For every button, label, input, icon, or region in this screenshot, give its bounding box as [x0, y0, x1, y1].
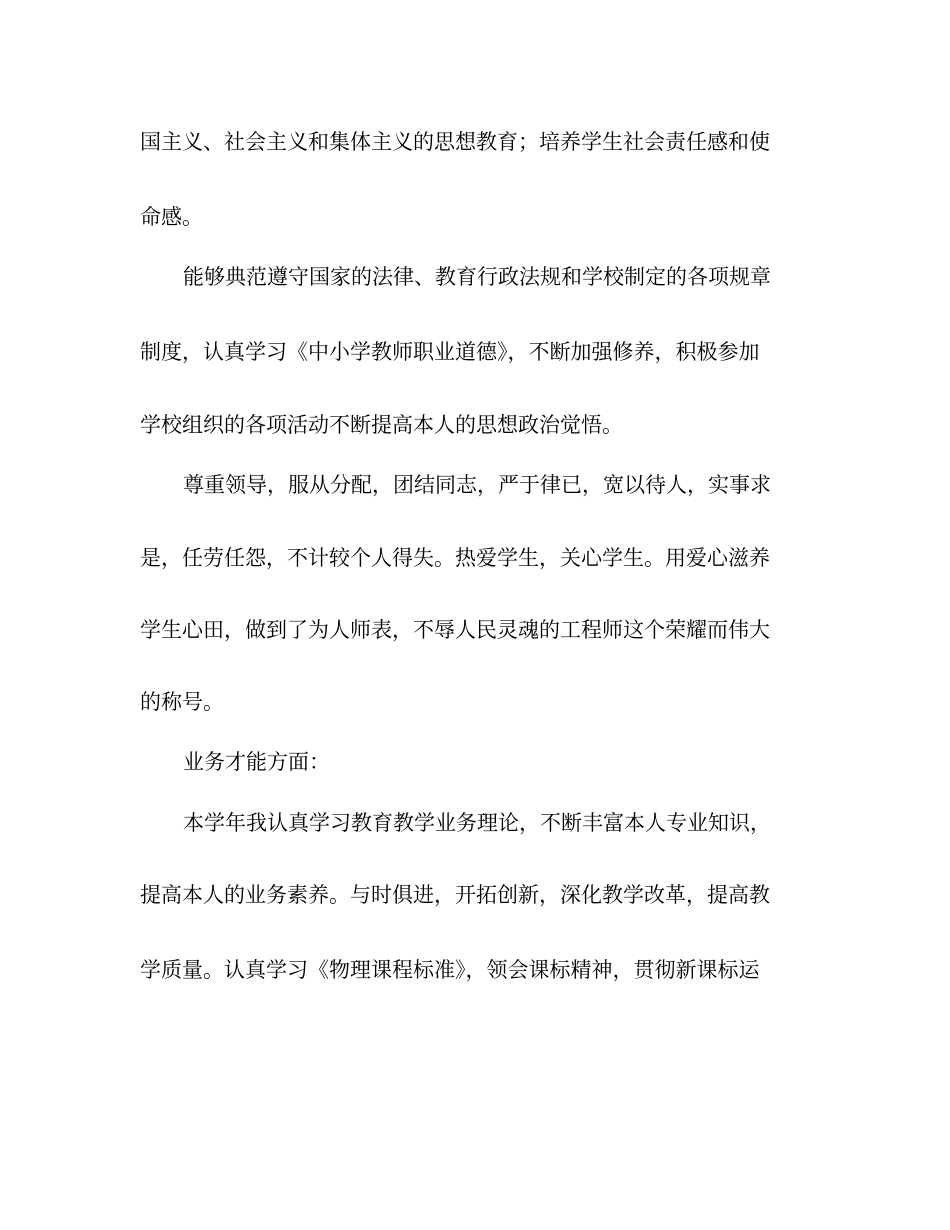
text-line: 是，任劳任怨，不计较个人得失。热爱学生，关心学生。用爱心滋养: [140, 546, 770, 570]
text-line: 制度，认真学习《中小学教师职业道德》，不断加强修养，积极参加: [140, 340, 760, 364]
text-line: 学质量。认真学习《物理课程标准》，领会课标精神，贯彻新课标运: [140, 958, 760, 982]
paragraph-start-line: 尊重领导，服从分配，团结同志，严于律已，宽以待人，实事求: [183, 473, 771, 497]
paragraph-start-line: 能够典范遵守国家的法律、教育行政法规和学校制定的各项规章: [183, 265, 771, 289]
text-line: 命感。: [140, 205, 203, 229]
text-line: 国主义、社会主义和集体主义的思想教育；培养学生社会责任感和使: [140, 130, 770, 154]
paragraph-start-line: 本学年我认真学习教育教学业务理论，不断丰富本人专业知识，: [183, 811, 771, 835]
text-line: 学校组织的各项活动不断提高本人的思想政治觉悟。: [140, 413, 623, 437]
text-line: 学生心田，做到了为人师表，不辱人民灵魂的工程师这个荣耀而伟大: [140, 618, 770, 642]
section-heading: 业务才能方面：: [183, 750, 330, 774]
text-line: 的称号。: [140, 690, 224, 714]
text-line: 提高本人的业务素养。与时俱进，开拓创新，深化教学改革，提高教: [140, 883, 770, 907]
